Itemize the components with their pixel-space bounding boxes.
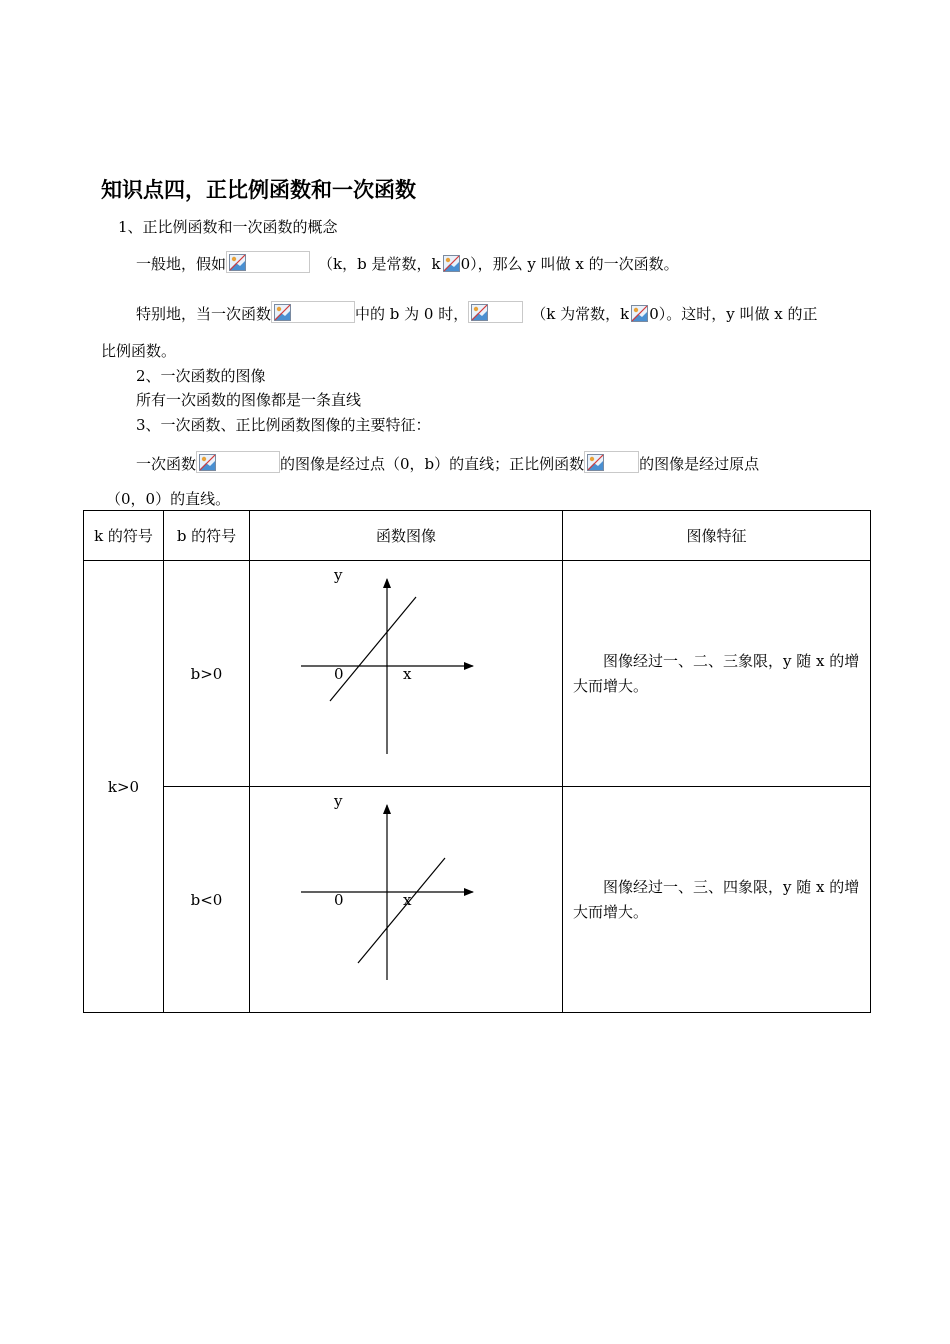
header-b-sign: b 的符号 (164, 511, 250, 561)
table-row (84, 561, 871, 787)
broken-image-icon (441, 253, 461, 273)
text: 一次函数 (136, 455, 197, 473)
function-line (330, 597, 416, 701)
header-k-sign: k 的符号 (84, 511, 164, 561)
section2-title: 2、一次函数的图像 (136, 367, 266, 385)
x-axis-label: x (403, 665, 412, 683)
section1-line3: 比例函数。 (101, 342, 177, 360)
y-axis-label: y (334, 566, 343, 584)
graph-cell (250, 787, 563, 1013)
broken-image-icon (629, 303, 649, 323)
text: 的图像是经过点（0，b）的直线；正比例函数 (280, 455, 585, 473)
broken-image-icon (584, 451, 639, 473)
feature-text: 图像经过一、三、四象限，y 随 x 的增大而增大。 (573, 877, 860, 921)
feature-text: 图像经过一、二、三象限，y 随 x 的增大而增大。 (573, 651, 860, 695)
text: 特别地，当一次函数 (136, 305, 272, 323)
y-axis-label: y (334, 792, 343, 810)
section3-line1 (136, 451, 759, 474)
text: 的图像是经过原点 (639, 455, 760, 473)
function-line (358, 858, 445, 963)
text: （k 为常数，k (531, 305, 630, 323)
section1-title: 1、正比例函数和一次函数的概念 (118, 218, 338, 236)
graph-cell (250, 561, 563, 787)
x-axis-label: x (403, 891, 412, 909)
table-header-row (84, 511, 871, 561)
line-graph (250, 787, 562, 1012)
feature-cell (563, 787, 871, 1013)
section1-line2 (136, 301, 817, 324)
text: 中的 b 为 0 时， (355, 305, 469, 323)
text: 0）。这时，y 叫做 x 的正 (649, 305, 818, 323)
function-features-table (83, 510, 871, 1013)
text: （k，b 是常数，k (318, 255, 441, 273)
header-graph: 函数图像 (250, 511, 563, 561)
broken-image-icon (226, 251, 310, 273)
broken-image-icon (271, 301, 355, 323)
origin-label: 0 (334, 891, 344, 909)
b-sign-cell: b<0 (164, 787, 250, 1013)
page-heading: 知识点四，正比例函数和一次函数 (101, 178, 416, 202)
header-features: 图像特征 (563, 511, 871, 561)
line-graph (250, 561, 562, 786)
text: 0），那么 y 叫做 x 的一次函数。 (460, 255, 679, 273)
origin-label: 0 (334, 665, 344, 683)
feature-cell (563, 561, 871, 787)
section3-title: 3、一次函数、正比例函数图像的主要特征： (136, 416, 431, 434)
k-sign-cell: k>0 (84, 561, 164, 1013)
section2-text: 所有一次函数的图像都是一条直线 (136, 391, 362, 409)
section3-line2: （0，0）的直线。 (106, 490, 231, 508)
section1-line1 (136, 251, 679, 274)
text: 一般地，假如 (136, 255, 227, 273)
b-sign-cell: b>0 (164, 561, 250, 787)
broken-image-icon (468, 301, 523, 323)
broken-image-icon (196, 451, 280, 473)
table-row (84, 787, 871, 1013)
